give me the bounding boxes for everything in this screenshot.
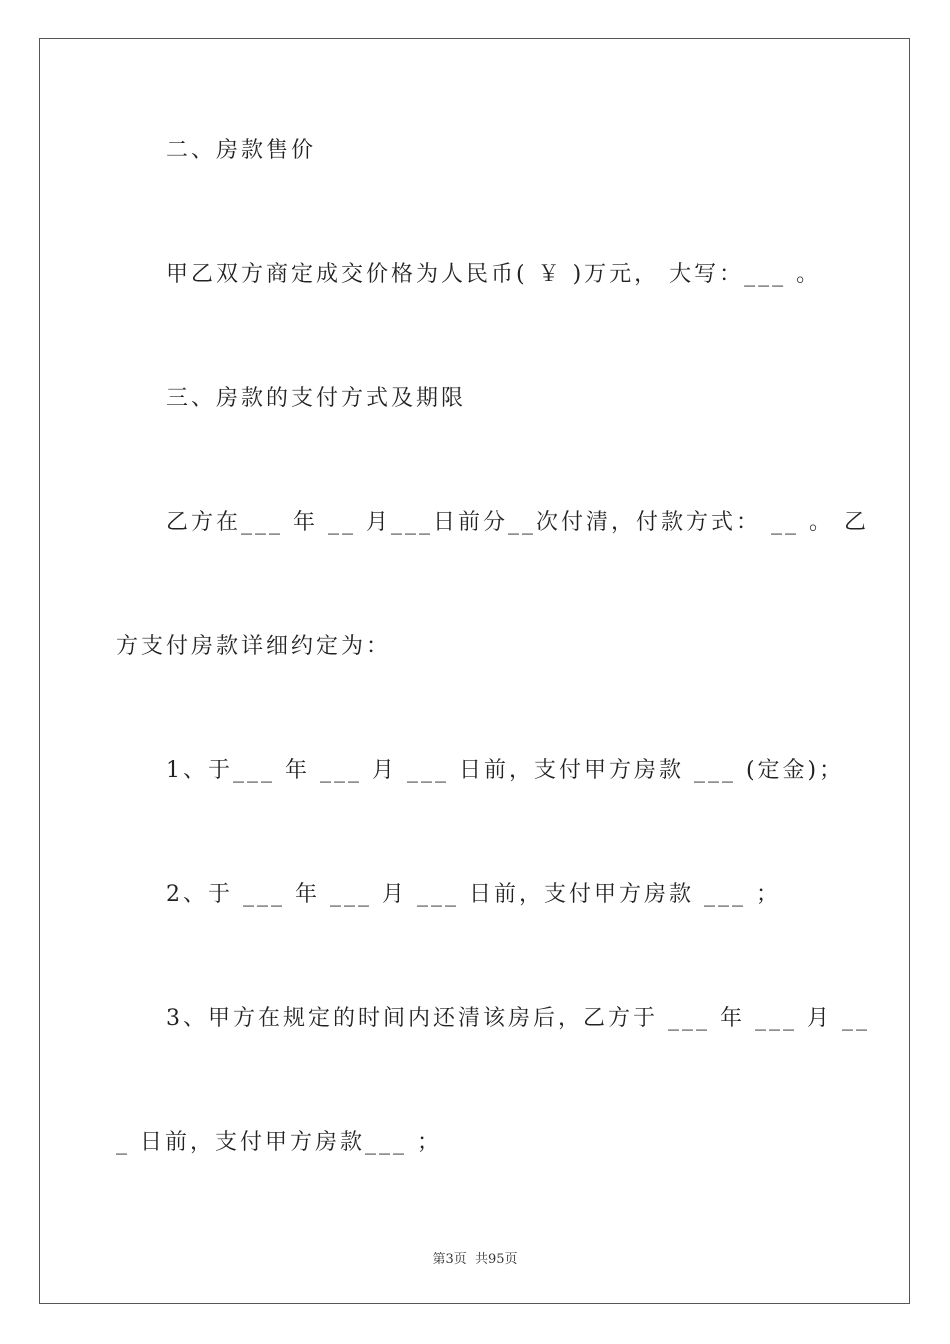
payment-paragraph-line-2: 方支付房款详细约定为： — [116, 634, 392, 659]
payment-item-3-line-2: _ 日前，支付甲方房款___ ； — [116, 1130, 442, 1155]
section-heading-price: 二、房款售价 — [166, 138, 317, 163]
page-frame — [39, 38, 910, 1304]
payment-item-1: 1、于___ 年 ___ 月 ___ 日前，支付甲方房款 ___ (定金)； — [166, 758, 845, 783]
payment-item-3-line-1: 3、甲方在规定的时间内还清该房后，乙方于 ___ 年 ___ 月 __ — [166, 1006, 870, 1031]
section-heading-payment: 三、房款的支付方式及期限 — [166, 386, 467, 411]
payment-paragraph-line-1: 乙方在___ 年 __ 月___日前分__次付清，付款方式： __ 。 乙 — [166, 510, 869, 535]
payment-item-2: 2、于 ___ 年 ___ 月 ___ 日前，支付甲方房款 ___ ； — [166, 882, 781, 907]
price-paragraph: 甲乙双方商定成交价格为人民币( ￥ )万元， 大写：___ 。 — [166, 262, 822, 287]
page-footer: 第3页 共95页 — [432, 1252, 518, 1267]
